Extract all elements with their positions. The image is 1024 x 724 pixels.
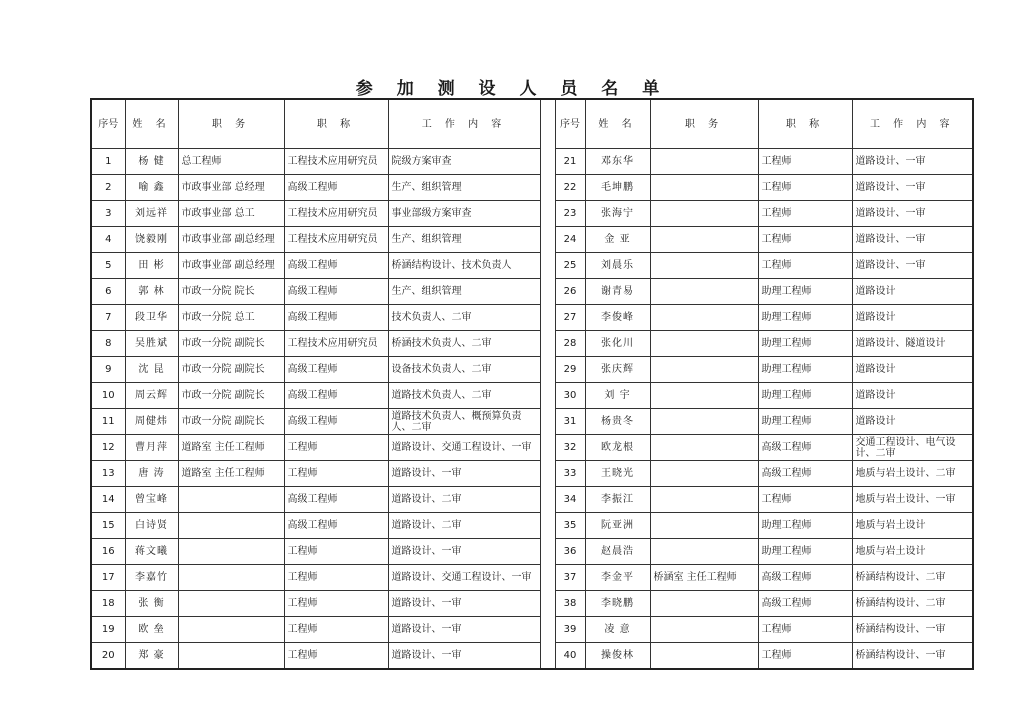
header-post: 职 务 bbox=[650, 99, 758, 149]
cell-work: 生产、组织管理 bbox=[388, 175, 540, 201]
cell-seq: 26 bbox=[555, 279, 585, 305]
column-gap bbox=[540, 461, 555, 487]
cell-seq: 13 bbox=[91, 461, 125, 487]
cell-name: 谢青易 bbox=[585, 279, 650, 305]
cell-post: 市政一分院 院长 bbox=[178, 279, 284, 305]
table-row bbox=[91, 591, 973, 617]
cell-seq: 12 bbox=[91, 435, 125, 461]
cell-seq: 2 bbox=[91, 175, 125, 201]
cell-rank: 助理工程师 bbox=[758, 539, 852, 565]
cell-work: 道路设计 bbox=[852, 383, 973, 409]
cell-work: 道路设计、一审 bbox=[388, 461, 540, 487]
cell-rank: 工程师 bbox=[284, 461, 388, 487]
column-gap bbox=[540, 201, 555, 227]
table-row bbox=[91, 331, 973, 357]
column-gap bbox=[540, 331, 555, 357]
table-row bbox=[91, 383, 973, 409]
cell-name: 张庆辉 bbox=[585, 357, 650, 383]
cell-post: 桥涵室 主任工程师 bbox=[650, 565, 758, 591]
cell-rank: 工程师 bbox=[758, 227, 852, 253]
cell-seq: 33 bbox=[555, 461, 585, 487]
cell-rank: 高级工程师 bbox=[284, 175, 388, 201]
cell-post: 道路室 主任工程师 bbox=[178, 435, 284, 461]
cell-post bbox=[178, 513, 284, 539]
cell-seq: 8 bbox=[91, 331, 125, 357]
cell-work: 道路设计、一审 bbox=[852, 175, 973, 201]
cell-post bbox=[650, 357, 758, 383]
cell-rank: 工程师 bbox=[284, 643, 388, 670]
cell-post: 总工程师 bbox=[178, 149, 284, 175]
cell-rank: 工程师 bbox=[284, 591, 388, 617]
cell-name: 操俊林 bbox=[585, 643, 650, 670]
header-work: 工 作 内 容 bbox=[852, 99, 973, 149]
cell-rank: 助理工程师 bbox=[758, 513, 852, 539]
cell-seq: 38 bbox=[555, 591, 585, 617]
cell-post bbox=[178, 617, 284, 643]
cell-name: 郑 豪 bbox=[125, 643, 178, 670]
cell-rank: 高级工程师 bbox=[284, 253, 388, 279]
cell-work: 道路设计、一审 bbox=[388, 539, 540, 565]
personnel-table bbox=[90, 98, 974, 670]
cell-work: 地质与岩土设计、二审 bbox=[852, 461, 973, 487]
cell-name: 杨贵冬 bbox=[585, 409, 650, 435]
cell-post: 市政事业部 副总经理 bbox=[178, 253, 284, 279]
cell-seq: 19 bbox=[91, 617, 125, 643]
cell-name: 李晓鹏 bbox=[585, 591, 650, 617]
cell-rank: 助理工程师 bbox=[758, 383, 852, 409]
cell-seq: 37 bbox=[555, 565, 585, 591]
cell-seq: 40 bbox=[555, 643, 585, 670]
cell-name: 凌 意 bbox=[585, 617, 650, 643]
cell-work: 院级方案审查 bbox=[388, 149, 540, 175]
cell-name: 李嘉竹 bbox=[125, 565, 178, 591]
cell-work: 道路设计、隧道设计 bbox=[852, 331, 973, 357]
cell-work: 技术负责人、二审 bbox=[388, 305, 540, 331]
cell-post bbox=[650, 617, 758, 643]
cell-seq: 36 bbox=[555, 539, 585, 565]
cell-rank: 助理工程师 bbox=[758, 305, 852, 331]
cell-name: 周云辉 bbox=[125, 383, 178, 409]
cell-rank: 高级工程师 bbox=[758, 565, 852, 591]
table-row bbox=[91, 409, 973, 435]
cell-post bbox=[650, 461, 758, 487]
cell-rank: 工程师 bbox=[758, 149, 852, 175]
cell-seq: 39 bbox=[555, 617, 585, 643]
table-row bbox=[91, 279, 973, 305]
cell-work: 道路设计、二审 bbox=[388, 487, 540, 513]
cell-post bbox=[650, 591, 758, 617]
document-title: 参 加 测 设 人 员 名 单 bbox=[355, 79, 669, 99]
cell-seq: 11 bbox=[91, 409, 125, 435]
cell-name: 张 衡 bbox=[125, 591, 178, 617]
cell-work: 地质与岩土设计 bbox=[852, 539, 973, 565]
cell-post bbox=[650, 253, 758, 279]
cell-rank: 高级工程师 bbox=[284, 409, 388, 435]
cell-rank: 工程师 bbox=[758, 201, 852, 227]
cell-rank: 高级工程师 bbox=[284, 279, 388, 305]
cell-name: 沈 昆 bbox=[125, 357, 178, 383]
cell-rank: 工程师 bbox=[758, 175, 852, 201]
table-row bbox=[91, 435, 973, 461]
cell-work: 桥涵结构设计、一审 bbox=[852, 643, 973, 670]
header-seq: 序号 bbox=[91, 99, 125, 149]
column-gap bbox=[540, 357, 555, 383]
cell-name: 王晓光 bbox=[585, 461, 650, 487]
cell-seq: 20 bbox=[91, 643, 125, 670]
cell-rank: 工程师 bbox=[758, 617, 852, 643]
cell-name: 张化川 bbox=[585, 331, 650, 357]
cell-name: 曹月萍 bbox=[125, 435, 178, 461]
cell-post bbox=[650, 305, 758, 331]
cell-post bbox=[650, 383, 758, 409]
cell-rank: 工程技术应用研究员 bbox=[284, 149, 388, 175]
cell-name: 赵晨浩 bbox=[585, 539, 650, 565]
column-gap bbox=[540, 565, 555, 591]
cell-rank: 工程技术应用研究员 bbox=[284, 331, 388, 357]
cell-work: 道路设计、交通工程设计、一审 bbox=[388, 565, 540, 591]
cell-name: 刘远祥 bbox=[125, 201, 178, 227]
cell-work: 生产、组织管理 bbox=[388, 227, 540, 253]
cell-work: 桥涵结构设计、技术负责人 bbox=[388, 253, 540, 279]
table-row bbox=[91, 539, 973, 565]
cell-work: 道路设计 bbox=[852, 279, 973, 305]
cell-name: 李金平 bbox=[585, 565, 650, 591]
cell-name: 白诗贤 bbox=[125, 513, 178, 539]
cell-post: 道路室 主任工程师 bbox=[178, 461, 284, 487]
cell-rank: 高级工程师 bbox=[284, 305, 388, 331]
header-rank: 职 称 bbox=[758, 99, 852, 149]
cell-name: 蒋文曦 bbox=[125, 539, 178, 565]
table-row bbox=[91, 175, 973, 201]
cell-name: 田 彬 bbox=[125, 253, 178, 279]
cell-post: 市政一分院 副院长 bbox=[178, 383, 284, 409]
column-gap bbox=[540, 591, 555, 617]
cell-seq: 35 bbox=[555, 513, 585, 539]
cell-work: 交通工程设计、电气设计、二审 bbox=[852, 435, 973, 461]
cell-rank: 高级工程师 bbox=[284, 357, 388, 383]
header-seq: 序号 bbox=[555, 99, 585, 149]
cell-name: 段卫华 bbox=[125, 305, 178, 331]
cell-name: 曾宝峰 bbox=[125, 487, 178, 513]
cell-post bbox=[650, 279, 758, 305]
cell-name: 欧 垒 bbox=[125, 617, 178, 643]
cell-seq: 28 bbox=[555, 331, 585, 357]
table-row bbox=[91, 513, 973, 539]
header-name: 姓 名 bbox=[585, 99, 650, 149]
cell-work: 设备技术负责人、二审 bbox=[388, 357, 540, 383]
cell-work: 道路设计、一审 bbox=[388, 591, 540, 617]
table-row bbox=[91, 617, 973, 643]
cell-rank: 高级工程师 bbox=[284, 383, 388, 409]
cell-rank: 高级工程师 bbox=[284, 487, 388, 513]
cell-seq: 27 bbox=[555, 305, 585, 331]
cell-rank: 助理工程师 bbox=[758, 331, 852, 357]
cell-seq: 18 bbox=[91, 591, 125, 617]
cell-seq: 17 bbox=[91, 565, 125, 591]
cell-post bbox=[650, 201, 758, 227]
column-gap bbox=[540, 227, 555, 253]
cell-seq: 5 bbox=[91, 253, 125, 279]
cell-name: 喻 鑫 bbox=[125, 175, 178, 201]
cell-name: 阮亚洲 bbox=[585, 513, 650, 539]
cell-seq: 31 bbox=[555, 409, 585, 435]
table-row bbox=[91, 565, 973, 591]
cell-name: 刘晨乐 bbox=[585, 253, 650, 279]
cell-work: 地质与岩土设计、一审 bbox=[852, 487, 973, 513]
column-gap bbox=[540, 435, 555, 461]
column-gap bbox=[540, 383, 555, 409]
cell-post bbox=[650, 227, 758, 253]
column-gap bbox=[540, 617, 555, 643]
cell-rank: 工程师 bbox=[758, 253, 852, 279]
cell-work: 道路设计、一审 bbox=[852, 253, 973, 279]
cell-name: 李振江 bbox=[585, 487, 650, 513]
cell-name: 饶毅刚 bbox=[125, 227, 178, 253]
column-gap bbox=[540, 149, 555, 175]
cell-seq: 3 bbox=[91, 201, 125, 227]
cell-seq: 23 bbox=[555, 201, 585, 227]
cell-seq: 16 bbox=[91, 539, 125, 565]
cell-work: 道路设计、一审 bbox=[852, 201, 973, 227]
cell-post bbox=[650, 149, 758, 175]
cell-seq: 9 bbox=[91, 357, 125, 383]
cell-name: 郭 林 bbox=[125, 279, 178, 305]
cell-rank: 工程师 bbox=[284, 617, 388, 643]
table-row bbox=[91, 305, 973, 331]
cell-post bbox=[650, 331, 758, 357]
cell-rank: 助理工程师 bbox=[758, 357, 852, 383]
cell-name: 刘 宇 bbox=[585, 383, 650, 409]
cell-post bbox=[650, 435, 758, 461]
table-row bbox=[91, 227, 973, 253]
cell-post: 市政一分院 副院长 bbox=[178, 357, 284, 383]
cell-work: 道路设计、一审 bbox=[388, 617, 540, 643]
cell-rank: 助理工程师 bbox=[758, 279, 852, 305]
header-post: 职 务 bbox=[178, 99, 284, 149]
cell-rank: 工程技术应用研究员 bbox=[284, 227, 388, 253]
header-work: 工 作 内 容 bbox=[388, 99, 540, 149]
cell-seq: 15 bbox=[91, 513, 125, 539]
cell-seq: 29 bbox=[555, 357, 585, 383]
column-gap bbox=[540, 487, 555, 513]
cell-work: 道路设计 bbox=[852, 357, 973, 383]
cell-post: 市政一分院 总工 bbox=[178, 305, 284, 331]
cell-seq: 32 bbox=[555, 435, 585, 461]
table-row bbox=[91, 253, 973, 279]
cell-work: 道路设计、二审 bbox=[388, 513, 540, 539]
cell-post: 市政一分院 副院长 bbox=[178, 409, 284, 435]
cell-rank: 工程师 bbox=[284, 539, 388, 565]
cell-post: 市政事业部 总经理 bbox=[178, 175, 284, 201]
cell-post bbox=[178, 565, 284, 591]
cell-seq: 25 bbox=[555, 253, 585, 279]
cell-name: 邓东华 bbox=[585, 149, 650, 175]
cell-name: 毛坤鹏 bbox=[585, 175, 650, 201]
table-row bbox=[91, 357, 973, 383]
cell-seq: 7 bbox=[91, 305, 125, 331]
cell-name: 吴胜斌 bbox=[125, 331, 178, 357]
cell-seq: 6 bbox=[91, 279, 125, 305]
column-gap bbox=[540, 305, 555, 331]
cell-post bbox=[178, 643, 284, 670]
header-name: 姓 名 bbox=[125, 99, 178, 149]
column-gap bbox=[540, 643, 555, 670]
table-body bbox=[91, 149, 973, 670]
cell-name: 李俊峰 bbox=[585, 305, 650, 331]
cell-post bbox=[650, 409, 758, 435]
table-row bbox=[91, 487, 973, 513]
cell-work: 桥涵结构设计、一审 bbox=[852, 617, 973, 643]
cell-post bbox=[650, 175, 758, 201]
cell-work: 地质与岩土设计 bbox=[852, 513, 973, 539]
cell-work: 道路设计、一审 bbox=[388, 643, 540, 670]
cell-post bbox=[650, 539, 758, 565]
cell-post: 市政事业部 总工 bbox=[178, 201, 284, 227]
cell-post bbox=[650, 643, 758, 670]
cell-seq: 14 bbox=[91, 487, 125, 513]
cell-name: 金 亚 bbox=[585, 227, 650, 253]
cell-rank: 助理工程师 bbox=[758, 409, 852, 435]
cell-work: 桥涵技术负责人、二审 bbox=[388, 331, 540, 357]
table-row bbox=[91, 461, 973, 487]
cell-name: 唐 涛 bbox=[125, 461, 178, 487]
column-gap bbox=[540, 539, 555, 565]
cell-post: 市政事业部 副总经理 bbox=[178, 227, 284, 253]
cell-rank: 高级工程师 bbox=[758, 435, 852, 461]
cell-post bbox=[650, 487, 758, 513]
cell-work: 桥涵结构设计、二审 bbox=[852, 591, 973, 617]
cell-seq: 10 bbox=[91, 383, 125, 409]
cell-work: 道路设计 bbox=[852, 409, 973, 435]
cell-rank: 工程师 bbox=[284, 435, 388, 461]
cell-work: 道路设计、交通工程设计、一审 bbox=[388, 435, 540, 461]
cell-work: 桥涵结构设计、二审 bbox=[852, 565, 973, 591]
cell-name: 杨 健 bbox=[125, 149, 178, 175]
column-gap bbox=[540, 279, 555, 305]
cell-rank: 高级工程师 bbox=[758, 591, 852, 617]
cell-rank: 工程技术应用研究员 bbox=[284, 201, 388, 227]
cell-post bbox=[650, 513, 758, 539]
column-gap bbox=[540, 409, 555, 435]
cell-seq: 30 bbox=[555, 383, 585, 409]
cell-work: 道路设计、一审 bbox=[852, 227, 973, 253]
cell-rank: 高级工程师 bbox=[758, 461, 852, 487]
cell-seq: 21 bbox=[555, 149, 585, 175]
cell-work: 道路技术负责人、二审 bbox=[388, 383, 540, 409]
cell-name: 张海宁 bbox=[585, 201, 650, 227]
cell-seq: 1 bbox=[91, 149, 125, 175]
cell-post bbox=[178, 591, 284, 617]
table-row bbox=[91, 643, 973, 670]
cell-rank: 工程师 bbox=[758, 487, 852, 513]
cell-work: 道路技术负责人、概预算负责人、二审 bbox=[388, 409, 540, 435]
cell-work: 事业部级方案审查 bbox=[388, 201, 540, 227]
cell-post bbox=[178, 487, 284, 513]
cell-seq: 4 bbox=[91, 227, 125, 253]
table-header-row bbox=[91, 99, 973, 149]
cell-work: 生产、组织管理 bbox=[388, 279, 540, 305]
table-row bbox=[91, 201, 973, 227]
cell-name: 周健炜 bbox=[125, 409, 178, 435]
cell-post: 市政一分院 副院长 bbox=[178, 331, 284, 357]
cell-rank: 工程师 bbox=[758, 643, 852, 670]
cell-seq: 22 bbox=[555, 175, 585, 201]
header-rank: 职 称 bbox=[284, 99, 388, 149]
cell-rank: 工程师 bbox=[284, 565, 388, 591]
cell-name: 欧龙根 bbox=[585, 435, 650, 461]
cell-work: 道路设计 bbox=[852, 305, 973, 331]
cell-seq: 34 bbox=[555, 487, 585, 513]
column-gap bbox=[540, 175, 555, 201]
cell-seq: 24 bbox=[555, 227, 585, 253]
column-gap bbox=[540, 99, 555, 149]
cell-post bbox=[178, 539, 284, 565]
cell-work: 道路设计、一审 bbox=[852, 149, 973, 175]
column-gap bbox=[540, 253, 555, 279]
table-row bbox=[91, 149, 973, 175]
cell-rank: 高级工程师 bbox=[284, 513, 388, 539]
column-gap bbox=[540, 513, 555, 539]
